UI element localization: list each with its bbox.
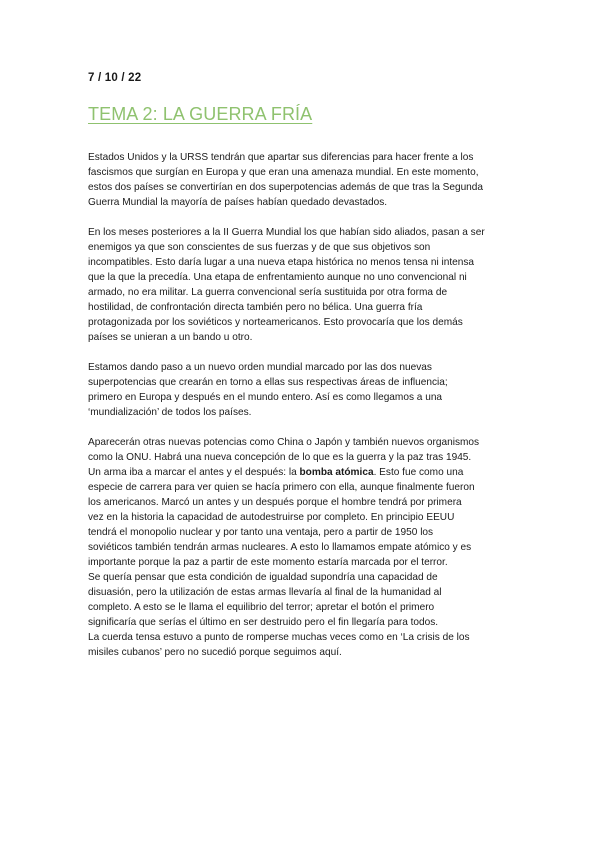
text-line: protagonizada por los soviéticos y norteamericanos. Esto provocaría que los demás	[88, 317, 463, 328]
text-line: Se quería pensar que esta condición de igualdad supondría una capacidad de	[88, 572, 438, 583]
text-line: Estamos dando paso a un nuevo orden mundial marcado por las dos nuevas	[88, 362, 432, 373]
text-fragment: . Esto fue como una	[373, 467, 464, 478]
text-line: Estados Unidos y la URSS tendrán que apartar sus diferencias para hacer frente a los	[88, 152, 474, 163]
text-line: países se unieran a un bando u otro.	[88, 332, 253, 343]
text-line: que la que la precedía. Una etapa de enfrentamiento aunque no uno convencional ni	[88, 272, 467, 283]
document-date: 7 / 10 / 22	[88, 72, 142, 84]
text-fragment: Un arma iba a marcar el antes y el después: la	[88, 467, 300, 478]
text-line: los americanos. Marcó un antes y un después porque el hombre tendrá por primera	[88, 497, 462, 508]
text-line: hostilidad, de confrontación directa también pero no bélica. Una guerra fría	[88, 302, 423, 313]
paragraph-4	[88, 435, 518, 660]
text-line: como la ONU. Habrá una nueva concepción de lo que es la guerra y la paz tras 1945.	[88, 452, 472, 463]
bold-term: bomba atómica	[299, 467, 374, 478]
text-line: enemigos ya que son conscientes de sus fuerzas y de que sus objetivos son	[88, 242, 431, 253]
paragraph-1	[88, 150, 518, 210]
document-title: TEMA 2: LA GUERRA FRÍA	[88, 104, 313, 124]
text-line: incompatibles. Esto daría lugar a una nueva etapa histórica no menos tensa ni intensa	[88, 257, 475, 268]
text-line: En los meses posteriores a la II Guerra Mundial los que habían sido aliados, pasan a ser	[88, 227, 485, 238]
text-line: La cuerda tensa estuvo a punto de romperse muchas veces como en ‘La crisis de los	[88, 632, 470, 643]
text-line: soviéticos también tendrán armas nucleares. A esto lo llamamos empate atómico y es	[88, 542, 472, 553]
text-line: completo. A esto se le llama el equilibrio del terror; apretar el botón el primero	[88, 602, 435, 613]
text-line: superpotencias que crearán en torno a ellas sus respectivas áreas de influencia;	[88, 377, 448, 388]
text-line: tendrá el monopolio nuclear y por tanto una ventaja, pero a partir de 1950 los	[88, 527, 434, 538]
text-line: armado, no era militar. La guerra convencional sería sustituida por otra forma de	[88, 287, 448, 298]
text-line: estos dos países se convertirían en dos superpotencias además de que tras la Segunda	[88, 182, 484, 193]
text-line: vez en la historia la capacidad de autodestruirse por completo. En principio EEUU	[88, 512, 455, 523]
document-body	[88, 150, 518, 660]
text-line: importante porque la paz a partir de este momento estaría marcada por el terror.	[88, 557, 448, 568]
text-line: misiles cubanos’ pero no sucedió porque seguimos aquí.	[88, 647, 342, 658]
text-line: fascismos que surgían en Europa y que eran una amenaza mundial. En este momento,	[88, 167, 479, 178]
text-line: ‘mundialización’ de todos los países.	[88, 407, 252, 418]
paragraph-2	[88, 225, 518, 345]
text-line: Guerra Mundial la mayoría de países habían quedado devastados.	[88, 197, 388, 208]
text-line: Aparecerán otras nuevas potencias como China o Japón y también nuevos organismos	[88, 437, 480, 448]
paragraph-3	[88, 360, 518, 420]
text-line-with-bold	[88, 465, 518, 480]
text-line: especie de carrera para ver quien se hacía primero con ella, aunque finalmente fueron	[88, 482, 475, 493]
text-line: primero en Europa y después en el mundo entero. Así es como llegamos a una	[88, 392, 443, 403]
text-line: significaría que serías el último en ser destruido pero el fin llegaría para todos.	[88, 617, 439, 628]
text-line: disuasión, pero la utilización de estas armas llevaría al final de la humanidad al	[88, 587, 442, 598]
